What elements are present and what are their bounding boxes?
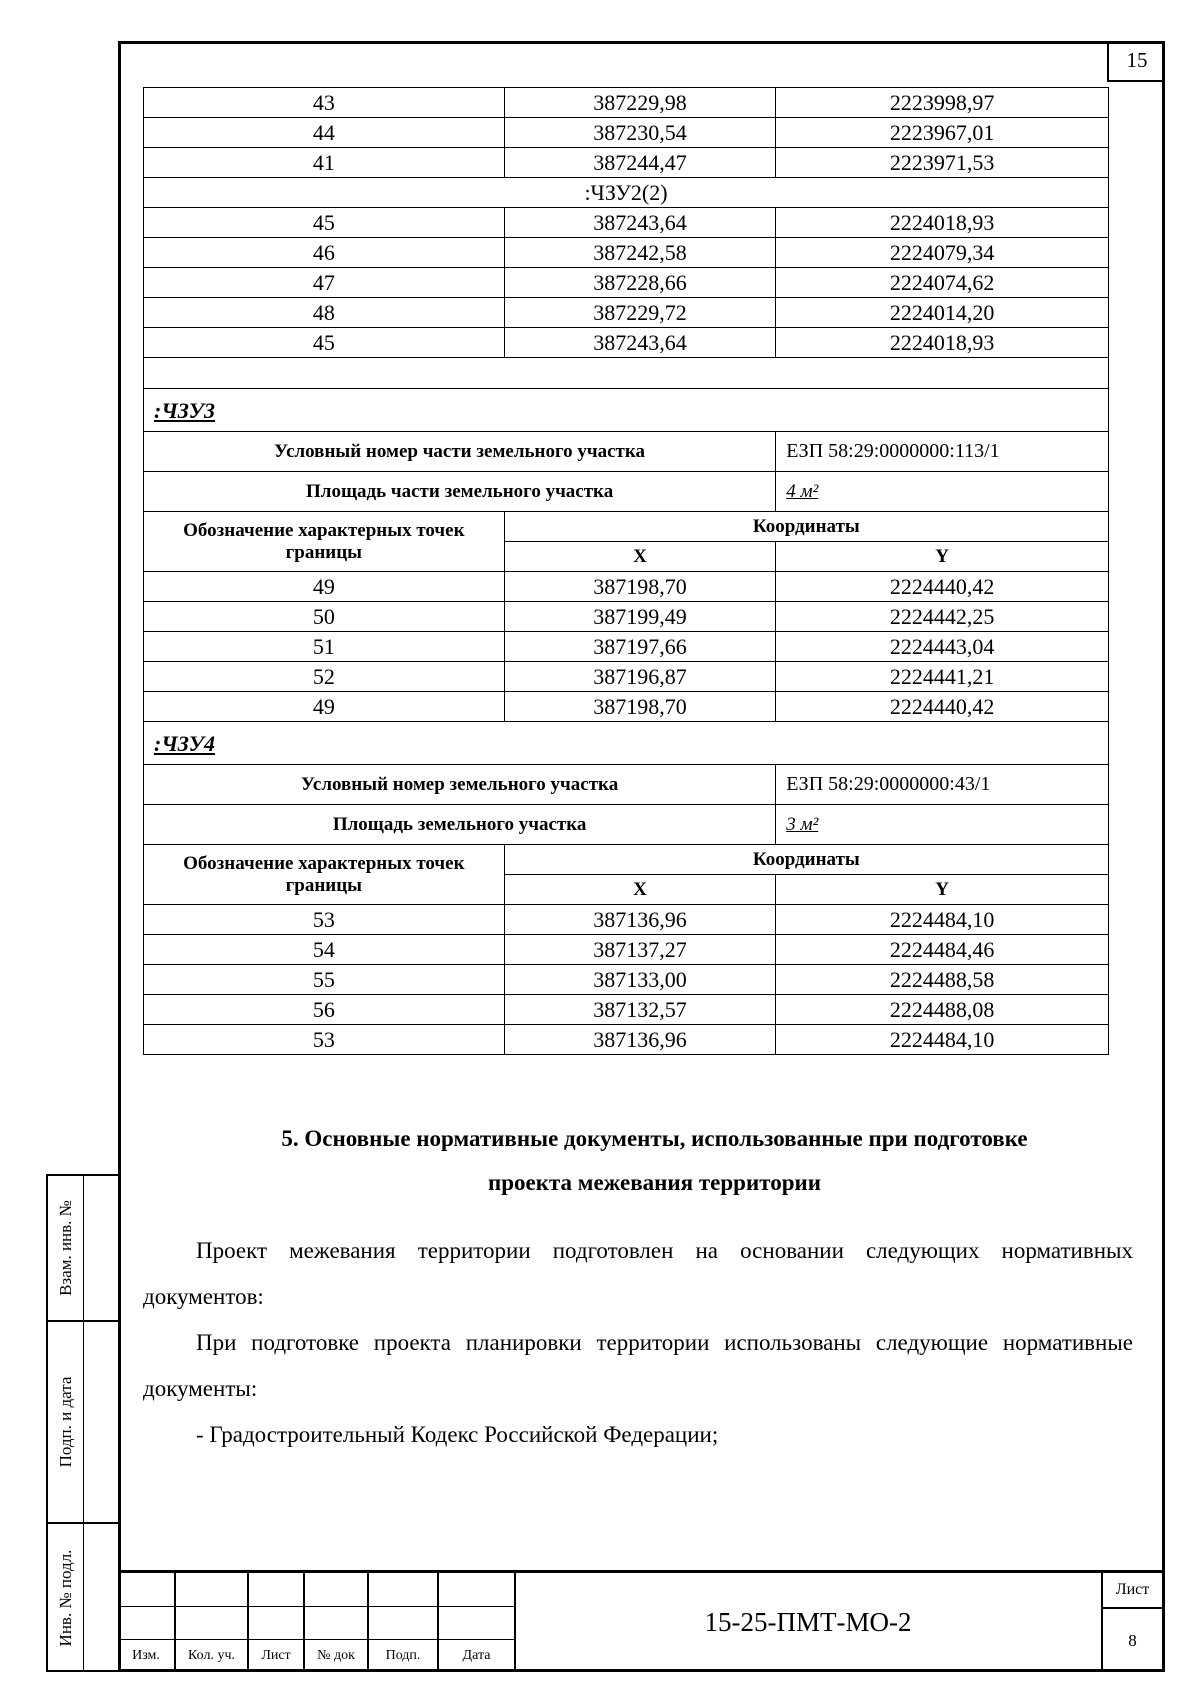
y-cell: 2223998,97 <box>776 88 1109 118</box>
x-cell: 387199,49 <box>504 602 776 632</box>
x-cell: 387132,57 <box>504 995 776 1025</box>
table-row <box>144 208 1109 238</box>
y-cell: 2224484,46 <box>776 935 1109 965</box>
section-title: :ЧЗУ3 <box>144 389 1109 432</box>
area-value: 3 м² <box>776 805 1109 845</box>
y-cell: 2224441,21 <box>776 662 1109 692</box>
table-row <box>144 692 1109 722</box>
section-heading-line2: проекта межевания территории <box>487 1170 822 1195</box>
title-block <box>118 1570 1165 1672</box>
page-number: 15 <box>1107 41 1165 82</box>
cond-number-label: Условный номер части земельного участка <box>144 432 776 472</box>
y-cell: 2224440,42 <box>776 692 1109 722</box>
section-title: :ЧЗУ4 <box>144 722 1109 765</box>
area-label: Площадь части земельного участка <box>144 472 776 512</box>
table-row <box>144 238 1109 268</box>
y-header: Y <box>776 542 1109 572</box>
point-id-cell: 45 <box>144 328 505 358</box>
table-row <box>144 602 1109 632</box>
y-cell: 2223967,01 <box>776 118 1109 148</box>
y-cell: 2224488,08 <box>776 995 1109 1025</box>
x-cell: 387242,58 <box>504 238 776 268</box>
sheet-box <box>1103 1573 1162 1672</box>
x-cell: 387229,72 <box>504 298 776 328</box>
side-cell-podp <box>48 1322 120 1524</box>
y-cell: 2224079,34 <box>776 238 1109 268</box>
y-header: Y <box>776 875 1109 905</box>
x-cell: 387136,96 <box>504 905 776 935</box>
table-row <box>144 935 1109 965</box>
x-header: X <box>504 875 776 905</box>
point-id-cell: 50 <box>144 602 505 632</box>
document-code: 15-25-ПМТ-МО-2 <box>515 1573 1103 1672</box>
x-cell: 387133,00 <box>504 965 776 995</box>
point-id-cell: 47 <box>144 268 505 298</box>
point-id-cell: 49 <box>144 692 505 722</box>
tb-col-date: Дата <box>438 1639 515 1672</box>
sheet-number: 8 <box>1128 1630 1137 1650</box>
list-item-grk: - Градостроительный Кодекс Российской Федерации; <box>196 1422 719 1447</box>
point-id-cell: 48 <box>144 298 505 328</box>
y-cell: 2224488,58 <box>776 965 1109 995</box>
point-id-cell: 45 <box>144 208 505 238</box>
point-id-cell: 54 <box>144 935 505 965</box>
y-cell: 2224018,93 <box>776 328 1109 358</box>
area-row <box>144 805 1109 845</box>
subsection-row <box>144 178 1109 208</box>
point-id-cell: 44 <box>144 118 505 148</box>
title-block-grid <box>118 1573 516 1672</box>
x-cell: 387229,98 <box>504 88 776 118</box>
sheet-label: Лист <box>1103 1573 1162 1609</box>
table-row <box>144 118 1109 148</box>
points-header: Обозначение характерных точек границы <box>144 512 505 572</box>
tb-col-doc: № док <box>304 1639 368 1672</box>
tb-col-list: Лист <box>248 1639 304 1672</box>
x-cell: 387230,54 <box>504 118 776 148</box>
coords-header: Координаты <box>504 512 1108 542</box>
y-cell: 2224440,42 <box>776 572 1109 602</box>
point-id-cell: 43 <box>144 88 505 118</box>
coords-header: Координаты <box>504 845 1108 875</box>
x-cell: 387197,66 <box>504 632 776 662</box>
paragraph-2: При подготовке проекта планировки территории использованы следующие нормативные документы: <box>143 1330 1133 1401</box>
section-title-row <box>144 389 1109 432</box>
side-cell-vzam <box>48 1176 120 1322</box>
table-row <box>144 328 1109 358</box>
x-cell: 387244,47 <box>504 148 776 178</box>
points-header: Обозначение характерных точек границы <box>144 845 505 905</box>
x-cell: 387196,87 <box>504 662 776 692</box>
y-cell: 2223971,53 <box>776 148 1109 178</box>
table-row <box>144 905 1109 935</box>
cond-number-row <box>144 432 1109 472</box>
table-row <box>144 298 1109 328</box>
side-label-podp: Подп. и дата <box>55 1376 75 1468</box>
table-row <box>144 662 1109 692</box>
cond-number-row <box>144 765 1109 805</box>
tb-col-podp: Подп. <box>368 1639 438 1672</box>
cond-number-value: ЕЗП 58:29:0000000:43/1 <box>776 765 1109 805</box>
table-row <box>144 995 1109 1025</box>
paragraph-1: Проект межевания территории подготовлен на основании следующих нормативных документов: <box>143 1238 1133 1309</box>
tb-col-kol: Кол. уч. <box>175 1639 248 1672</box>
point-id-cell: 53 <box>144 905 505 935</box>
coordinates-table <box>143 87 1109 1055</box>
table-row <box>144 268 1109 298</box>
x-cell: 387137,27 <box>504 935 776 965</box>
y-cell: 2224484,10 <box>776 905 1109 935</box>
table-row <box>144 572 1109 602</box>
area-label: Площадь земельного участка <box>144 805 776 845</box>
section-heading-line1: 5. Основные нормативные документы, использованные при подготовке <box>281 1126 1028 1151</box>
coordinates-table-body <box>144 88 1109 1055</box>
subsection-label: :ЧЗУ2(2) <box>144 178 1109 208</box>
y-cell: 2224018,93 <box>776 208 1109 238</box>
y-cell: 2224443,04 <box>776 632 1109 662</box>
side-cell-inv <box>48 1524 120 1672</box>
area-value: 4 м² <box>776 472 1109 512</box>
point-id-cell: 41 <box>144 148 505 178</box>
empty-row <box>144 358 1109 389</box>
table-row <box>144 88 1109 118</box>
point-id-cell: 56 <box>144 995 505 1025</box>
y-cell: 2224074,62 <box>776 268 1109 298</box>
side-label-inv: Инв. № подл. <box>55 1549 75 1647</box>
area-row <box>144 472 1109 512</box>
empty-cell <box>144 358 1109 389</box>
side-stamp <box>46 1174 118 1672</box>
point-id-cell: 53 <box>144 1025 505 1055</box>
x-cell: 387198,70 <box>504 692 776 722</box>
x-cell: 387228,66 <box>504 268 776 298</box>
tb-col-izm: Изм. <box>118 1639 175 1672</box>
table-row <box>144 632 1109 662</box>
x-cell: 387136,96 <box>504 1025 776 1055</box>
cond-number-value: ЕЗП 58:29:0000000:113/1 <box>776 432 1109 472</box>
section-title-row <box>144 722 1109 765</box>
point-id-cell: 52 <box>144 662 505 692</box>
point-id-cell: 55 <box>144 965 505 995</box>
y-cell: 2224484,10 <box>776 1025 1109 1055</box>
x-cell: 387243,64 <box>504 328 776 358</box>
table-row <box>144 965 1109 995</box>
header-row <box>144 845 1109 875</box>
point-id-cell: 49 <box>144 572 505 602</box>
header-row <box>144 512 1109 542</box>
table-row <box>144 148 1109 178</box>
x-cell: 387198,70 <box>504 572 776 602</box>
y-cell: 2224442,25 <box>776 602 1109 632</box>
x-cell: 387243,64 <box>504 208 776 238</box>
x-header: X <box>504 542 776 572</box>
table-row <box>144 1025 1109 1055</box>
cond-number-label: Условный номер земельного участка <box>144 765 776 805</box>
point-id-cell: 46 <box>144 238 505 268</box>
y-cell: 2224014,20 <box>776 298 1109 328</box>
point-id-cell: 51 <box>144 632 505 662</box>
side-label-vzam: Взам. инв. № <box>55 1200 75 1296</box>
